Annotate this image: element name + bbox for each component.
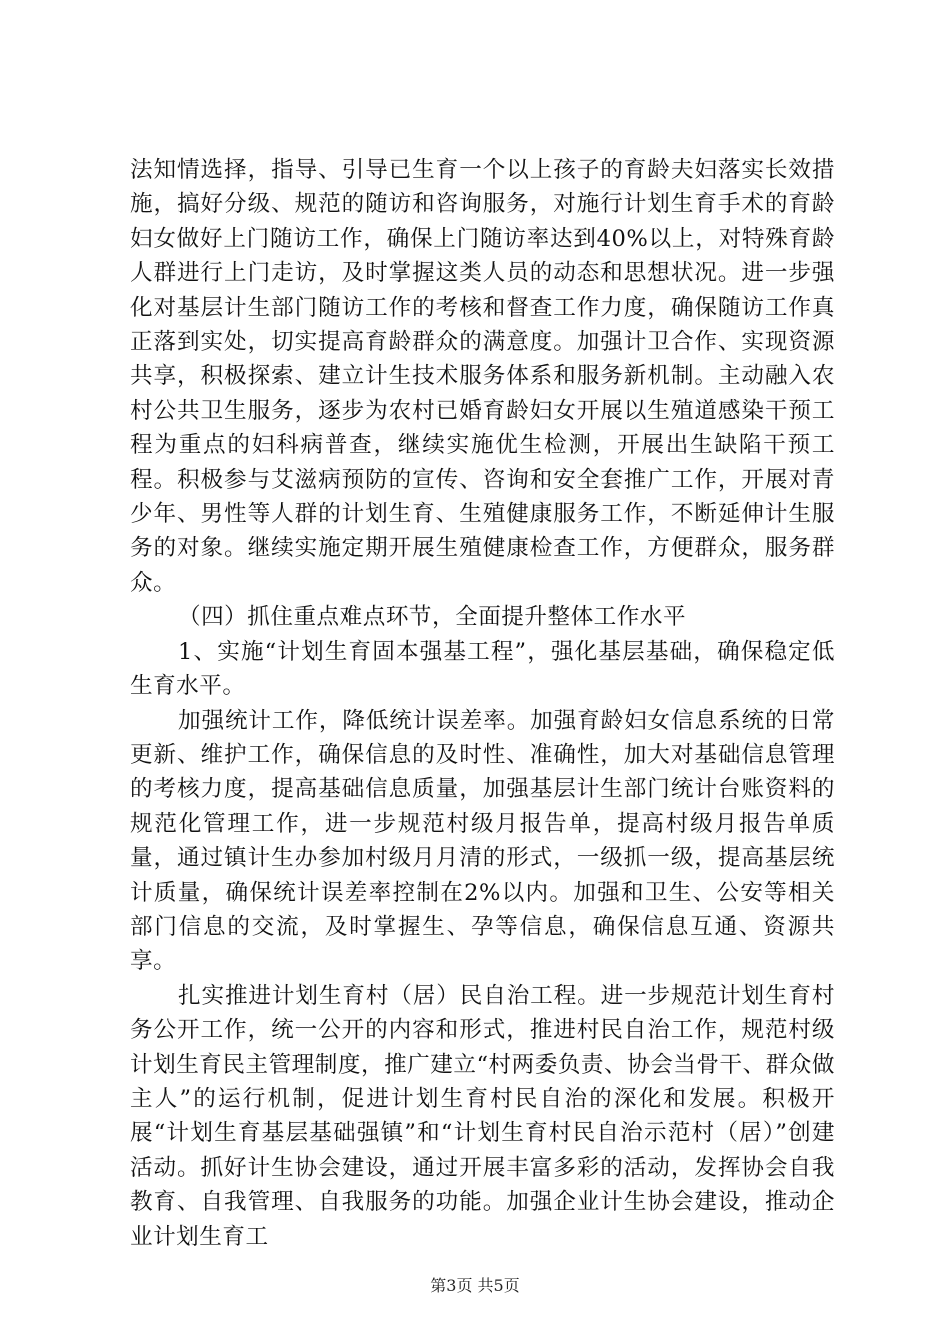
page-number-footer: 第3页 共5页 (430, 1276, 520, 1295)
paragraph-continuation: 法知情选择，指导、引导已生育一个以上孩子的育龄夫妇落实长效措施，搞好分级、规范的随访和咨询服务，对施行计划生育手术的育龄妇女做好上门随访工作，确保上门随访率达到40%以上，对特殊育龄人群进行上门走访，及时掌握这类人员的动态和思想状况。进一步强化对基层计生部门随访工作的考核和督查工作力度，确保随访工作真正落到实处，切实提高育龄群众的满意度。加强计卫合作、实现资源共享，积极探索、建立计生技术服务体系和服务新机制。主动融入农村公共卫生服务，逐步为农村已婚育龄妇女开展以生殖道感染干预工程为重点的妇科病普查，继续实施优生检测，开展出生缺陷干预工程。积极参与艾滋病预防的宣传、咨询和安全套推广工作，开展对青少年、男性等人群的计划生育、生殖健康服务工作，不断延伸计生服务的对象。继续实施定期开展生殖健康检查工作，方便群众，服务群众。 (130, 157, 835, 596)
document-body (130, 153, 835, 1254)
paragraph-statistics: 加强统计工作，降低统计误差率。加强育龄妇女信息系统的日常更新、维护工作，确保信息的及时性、准确性，加大对基础信息管理的考核力度，提高基础信息质量，加强基层计生部门统计台账资料的规范化管理工作，进一步规范村级月报告单，提高村级月报告单质量，通过镇计生办参加村级月月清的形式，一级抓一级，提高基层统计质量，确保统计误差率控制在2%以内。加强和卫生、公安等相关部门信息的交流，及时掌握生、孕等信息，确保信息互通、资源共享。 (130, 707, 835, 975)
subsection-heading: 1、实施“计划生育固本强基工程”，强化基层基础，确保稳定低生育水平。 (130, 638, 835, 700)
section-heading: （四）抓住重点难点环节，全面提升整体工作水平 (178, 604, 687, 631)
paragraph-village-autonomy: 扎实推进计划生育村（居）民自治工程。进一步规范计划生育村务公开工作，统一公开的内容和形式，推进村民自治工作，规范村级计划生育民主管理制度，推广建立“村两委负责、协会当骨干、群众做主人”的运行机制，促进计划生育村民自治的深化和发展。积极开展“计划生育基层基础强镇”和“计划生育村民自治示范村（居）”创建活动。抓好计生协会建设，通过开展丰富多彩的活动，发挥协会自我教育、自我管理、自我服务的功能。加强企业计生协会建设，推动企业计划生育工 (130, 982, 835, 1250)
